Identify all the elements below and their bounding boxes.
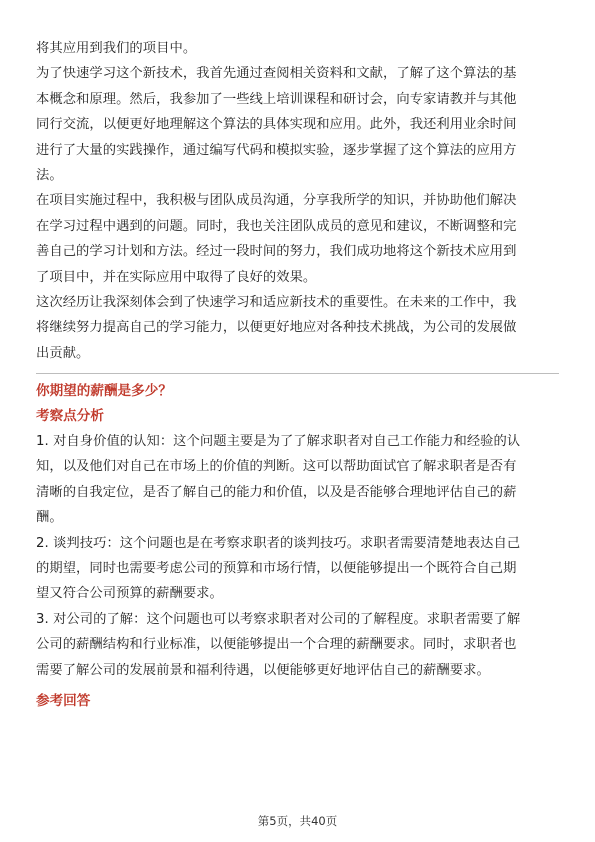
page-number: 第5页，共40页 [257, 814, 338, 828]
top-section [36, 36, 559, 366]
text-line: 将继续努力提高自己的学习能力，以便更好地应对各种技术挑战，为公司的发展做 [36, 320, 517, 336]
text-line: 在学习过程中遇到的问题。同时，我也关注团队成员的意见和建议，不断调整和完 [36, 218, 517, 234]
text-line: 善自己的学习计划和方法。经过一段时间的努力，我们成功地将这个新技术应用到 [36, 244, 517, 260]
paragraph [36, 36, 559, 61]
text-line: 清晰的自我定位，是否了解自己的能力和价值，以及是否能够合理地评估自己的薪 [36, 484, 517, 500]
document-page [36, 36, 559, 714]
text-line: 2. 谈判技巧：这个问题也是在考察求职者的谈判技巧。求职者需要清楚地表达自己 [36, 535, 521, 551]
analysis-item [36, 607, 559, 683]
text-line: 在项目实施过程中，我积极与团队成员沟通，分享我所学的知识，并协助他们解决 [36, 193, 517, 209]
text-line: 同行交流，以便更好地理解这个算法的具体实现和应用。此外，我还利用业余时间 [36, 117, 517, 133]
text-line: 公司的薪酬结构和行业标准，以便能够提出一个合理的薪酬要求。同时，求职者也 [36, 637, 517, 653]
text-line: 3. 对公司的了解：这个问题也可以考察求职者对公司的了解程度。求职者需要了解 [36, 611, 521, 627]
text-line: 望又符合公司预算的薪酬要求。 [36, 586, 223, 602]
paragraph [36, 188, 559, 290]
text-line: 的期望，同时也需要考虑公司的预算和市场行情，以便能够提出一个既符合自己期 [36, 561, 517, 577]
text-line: 需要了解公司的发展前景和福利待遇，以便能够更好地评估自己的薪酬要求。 [36, 662, 490, 678]
section-divider [36, 373, 559, 374]
analysis-item [36, 429, 559, 531]
paragraph [36, 61, 559, 188]
text-line: 酬。 [36, 510, 63, 526]
text-line: 这次经历让我深刻体会到了快速学习和适应新技术的重要性。在未来的工作中，我 [36, 294, 517, 310]
text-line: 知，以及他们对自己在市场上的价值的判断。这可以帮助面试官了解求职者是否有 [36, 459, 517, 475]
analysis-heading: 考察点分析 [36, 408, 104, 425]
text-line: 进行了大量的实践操作，通过编写代码和模拟实验，逐步掌握了这个算法的应用方 [36, 142, 517, 158]
paragraph [36, 290, 559, 366]
text-line: 法。 [36, 167, 63, 183]
text-line: 将其应用到我们的项目中。 [36, 41, 197, 56]
text-line: 出贡献。 [36, 345, 90, 361]
text-line: 1. 对自身价值的认知：这个问题主要是为了了解求职者对自己工作能力和经验的认 [36, 434, 521, 450]
analysis-item [36, 531, 559, 607]
text-line: 了项目中，并在实际应用中取得了良好的效果。 [36, 269, 317, 285]
text-line: 为了快速学习这个新技术，我首先通过查阅相关资料和文献，了解了这个算法的基 [36, 66, 517, 82]
reference-answer-heading: 参考回答 [36, 692, 91, 709]
question-heading: 你期望的薪酬是多少？ [36, 383, 172, 400]
analysis-section [36, 429, 559, 683]
text-line: 本概念和原理。然后，我参加了一些线上培训课程和研讨会，向专家请教并与其他 [36, 91, 517, 107]
